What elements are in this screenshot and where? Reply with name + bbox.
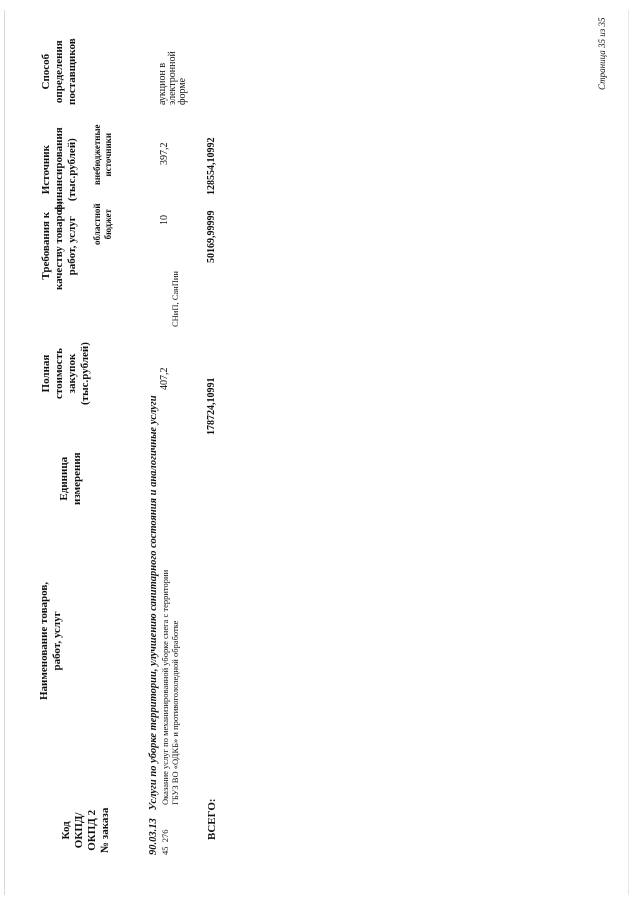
row-name: Оказание услуг по механизированной уборке снега с территории ГБУЗ ВО «ОДКБ» и противогололедной обработке [160, 569, 180, 805]
section-code: 90.03.13 [148, 818, 159, 855]
row-cost: 407,2 [159, 367, 170, 390]
totals-cost: 178724,10991 [206, 377, 217, 435]
totals-offbudget: 128554,10992 [206, 137, 217, 195]
header-source-regional: областной бюджет [92, 203, 113, 245]
header-source: Источник финансирования (тыс.рублей) [40, 127, 78, 212]
row-offbudget: 397,2 [159, 142, 170, 165]
header-unit: Единица измерения [58, 452, 83, 505]
rotated-page [10, 10, 630, 895]
row-code: 45 276 [160, 829, 170, 855]
header-code: Код ОКПД/ ОКПД 2 № заказа [60, 807, 111, 853]
section-title: Услуги по уборке территории, улучшению санитарного состояния и аналогичные услуги [148, 395, 159, 811]
row-requirements: СНиП, СанПин [170, 271, 180, 327]
totals-label: ВСЕГО: [206, 798, 218, 840]
section-heading [148, 395, 159, 855]
header-name: Наименование товаров, работ, услуг [38, 581, 63, 700]
header-source-offbudget: внебюджетные источники [92, 124, 113, 185]
header-method: Способ определения поставщиков [40, 38, 78, 105]
header-cost: Полная стоимость закупок (тыс.рублей) [40, 342, 91, 405]
row-method: аукцион в электронной форме [157, 51, 188, 105]
header-requirements: Требования к качеству товаров, работ, услуг [40, 201, 78, 290]
row-regional: 10 [159, 215, 170, 225]
totals-regional: 50169,99999 [206, 210, 217, 263]
page-number: Страница 35 из 35 [597, 17, 607, 90]
scan-edge-left [4, 10, 5, 895]
